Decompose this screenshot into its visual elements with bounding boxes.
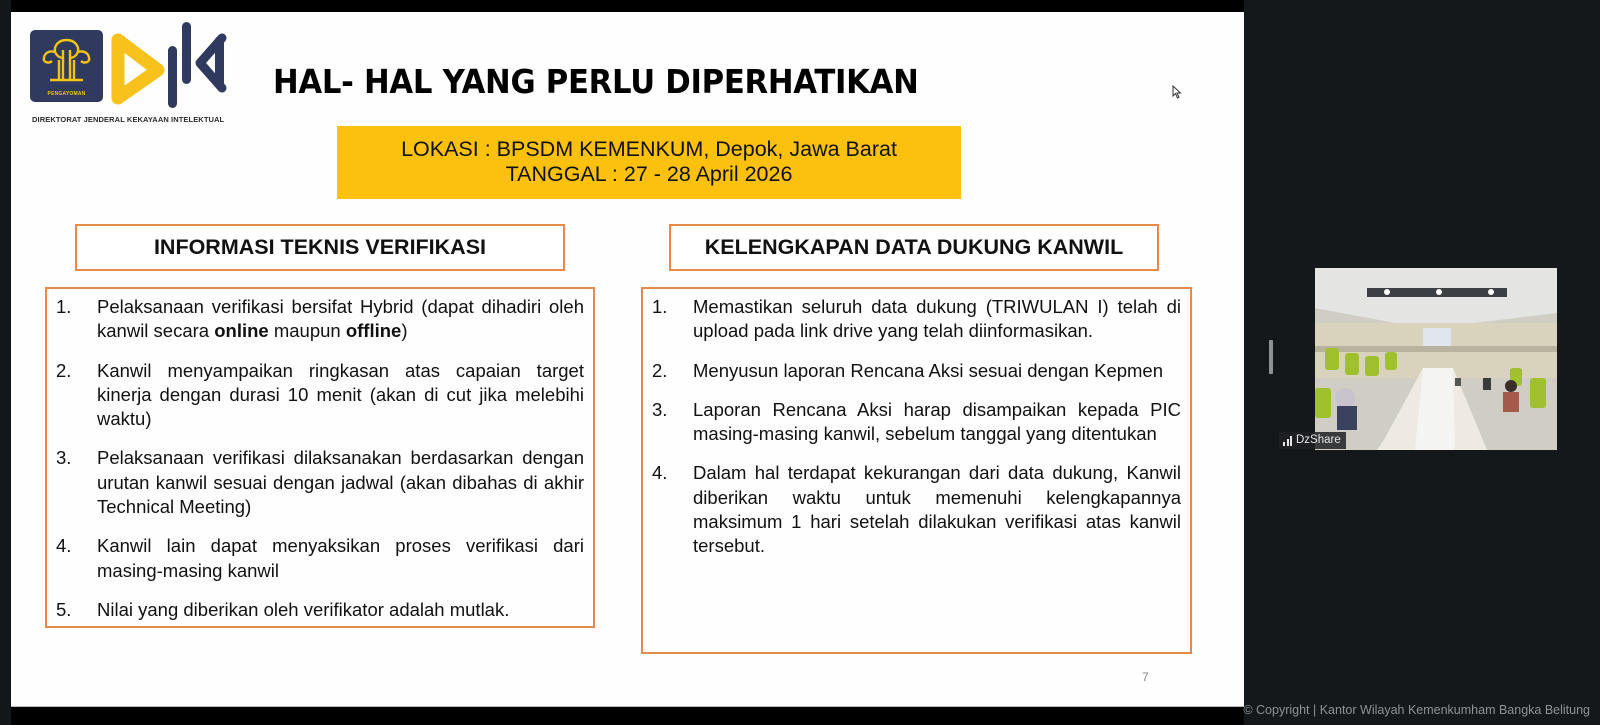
- list-item: 2. Menyusun laporan Rencana Aksi sesuai dengan Kepmen: [652, 359, 1164, 381]
- mouse-cursor-icon: [1172, 85, 1182, 99]
- list-item: 3. Pelaksanaan verifikasi dilaksanakan berdasarkan dengan urutan kanwil sesuai dengan jadwal (akan dibahas di akhir Technical Meeting): [56, 447, 584, 518]
- panel-resize-handle[interactable]: [1269, 340, 1273, 374]
- location-text: LOKASI : BPSDM KEMENKUM, Depok, Jawa Barat: [401, 137, 897, 161]
- right-section-header: KELENGKAPAN DATA DUKUNG KANWIL: [669, 224, 1159, 271]
- right-section-box: [641, 287, 1192, 654]
- shared-screen-slide: [11, 12, 1244, 706]
- left-section-box: [45, 287, 595, 628]
- participant-name-label: DzShare: [1279, 432, 1346, 449]
- left-section-header: INFORMASI TEKNIS VERIFIKASI: [75, 224, 565, 271]
- date-text: TANGGAL : 27 - 28 April 2026: [505, 162, 793, 186]
- copyright-footer: © Copyright | Kantor Wilayah Kemenkumham Bangka Belitung: [1243, 703, 1590, 717]
- emblem-text: PENGAYOMAN: [47, 91, 86, 97]
- list-item: 1. Pelaksanaan verifikasi bersifat Hybrid (dapat dihadiri oleh kanwil secara online maupun offline): [56, 296, 584, 342]
- slide-page-number: 7: [1142, 670, 1149, 684]
- list-item: 2. Kanwil menyampaikan ringkasan atas capaian target kinerja dengan durasi 10 menit (akan di cut jika melebihi waktu): [56, 359, 584, 430]
- djki-logo: [20, 18, 230, 130]
- pengayoman-emblem-icon: [30, 30, 103, 102]
- top-black-bar: [11, 0, 1244, 12]
- djki-wordmark-icon: [110, 18, 230, 114]
- location-date-banner: [337, 126, 961, 199]
- list-item: 4. Dalam hal terdapat kekurangan dari data dukung, Kanwil diberikan waktu untuk memenuhi kelengkapannya maksimum 1 hari setelah dilakukan verifikasi atas kanwil tersebut.: [652, 462, 1181, 557]
- slide-title: HAL- HAL YANG PERLU DIPERHATIKAN: [273, 62, 919, 101]
- signal-bars-icon: [1283, 436, 1292, 446]
- list-item: 5. Nilai yang diberikan oleh verifikator adalah mutlak.: [56, 598, 510, 620]
- logo-caption: DIREKTORAT JENDERAL KEKAYAAN INTELEKTUAL: [32, 115, 225, 124]
- list-item: 4. Kanwil lain dapat menyaksikan proses verifikasi dari masing-masing kanwil: [56, 535, 584, 581]
- list-item: 1. Memastikan seluruh data dukung (TRIWULAN I) telah di upload pada link drive yang telah diinformasikan.: [652, 296, 1181, 342]
- participant-video-tile[interactable]: [1315, 268, 1557, 450]
- participants-panel: [1244, 0, 1600, 725]
- list-item: 3. Laporan Rencana Aksi harap disampaikan kepada PIC masing-masing kanwil, sebelum tanggal yang ditentukan: [652, 398, 1181, 445]
- left-section-list: [56, 295, 584, 637]
- right-section-list: [652, 295, 1181, 574]
- meeting-room-video-icon: [1315, 268, 1557, 450]
- bottom-black-bar: [11, 706, 1244, 725]
- left-edge-strip: [0, 0, 11, 725]
